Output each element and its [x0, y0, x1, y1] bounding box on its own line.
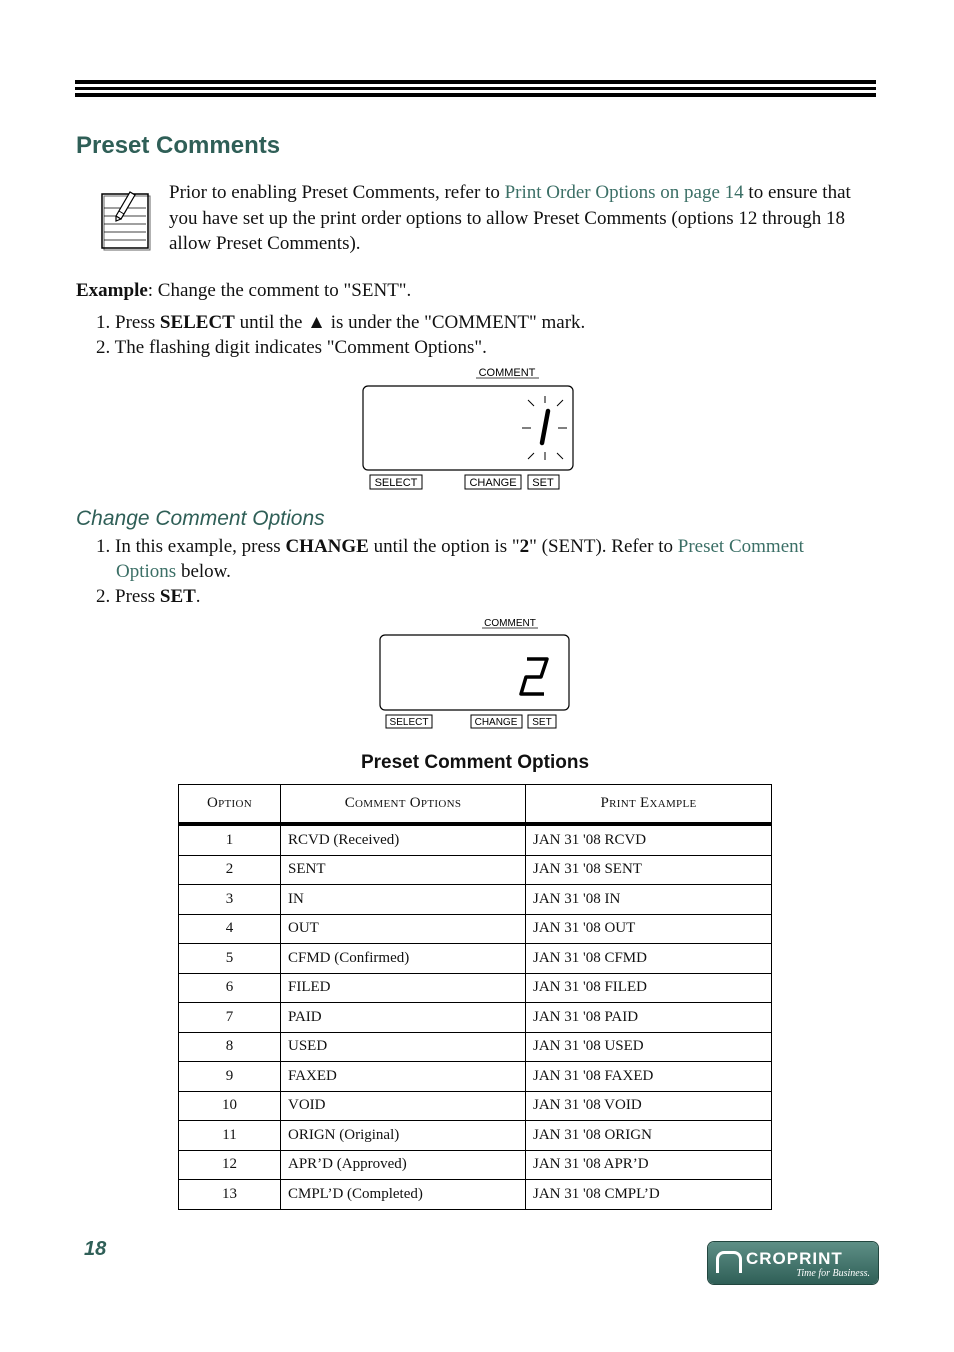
- option-cell: 13: [179, 1180, 281, 1210]
- comment-option-cell: PAID: [281, 1003, 526, 1033]
- section-title: Preset Comments: [76, 132, 281, 159]
- comment-option-cell: SENT: [281, 855, 526, 885]
- logo-wordmark: CROPRINT: [746, 1249, 843, 1268]
- example-line: [76, 278, 411, 303]
- option-cell: 7: [179, 1003, 281, 1033]
- step-1-select: [96, 310, 585, 335]
- print-example-cell: JAN 31 '08 USED: [526, 1032, 772, 1062]
- comment-option-cell: RCVD (Received): [281, 824, 526, 855]
- change-label: CHANGE: [469, 477, 517, 489]
- comment-option-cell: CMPL’D (Completed): [281, 1180, 526, 1210]
- print-example-cell: JAN 31 '08 IN: [526, 885, 772, 915]
- table-row: [179, 1091, 772, 1121]
- comment-option-cell: IN: [281, 885, 526, 915]
- note-text-before: Prior to enabling Preset Comments, refer to: [169, 182, 505, 203]
- step-bold: SET: [159, 586, 196, 607]
- option-cell: 9: [179, 1062, 281, 1092]
- comment-option-cell: ORIGN (Original): [281, 1121, 526, 1151]
- header-print-example: Print Example: [526, 785, 772, 825]
- triangle-up-icon: ▲: [307, 312, 326, 333]
- print-example-cell: JAN 31 '08 FILED: [526, 973, 772, 1003]
- step-1-change-cont: [116, 559, 231, 584]
- step-1-change: [96, 534, 866, 559]
- print-example-cell: JAN 31 '08 CMPL’D: [526, 1180, 772, 1210]
- table-title: Preset Comment Options: [360, 752, 590, 773]
- step-text: " (SENT). Refer to: [529, 536, 678, 557]
- table-row: [179, 1121, 772, 1151]
- table-row: [179, 914, 772, 944]
- acroprint-logo-icon: [716, 1251, 742, 1273]
- lcd-display-1: [362, 363, 576, 493]
- table-row: [179, 973, 772, 1003]
- page-number: 18: [84, 1238, 107, 1260]
- print-example-cell: JAN 31 '08 RCVD: [526, 824, 772, 855]
- subsection-title: Change Comment Options: [76, 507, 325, 530]
- table-row: [179, 944, 772, 974]
- option-cell: 8: [179, 1032, 281, 1062]
- comment-option-cell: VOID: [281, 1091, 526, 1121]
- table-row: [179, 885, 772, 915]
- step-text: below.: [176, 561, 231, 582]
- table-row: [179, 1032, 772, 1062]
- print-example-cell: JAN 31 '08 SENT: [526, 855, 772, 885]
- select-label: SELECT: [374, 477, 418, 489]
- step-bold: 2: [519, 536, 530, 557]
- print-example-cell: JAN 31 '08 OUT: [526, 914, 772, 944]
- print-example-cell: JAN 31 '08 APR’D: [526, 1150, 772, 1180]
- example-label: Example: [76, 280, 148, 301]
- print-example-cell: JAN 31 '08 FAXED: [526, 1062, 772, 1092]
- step-text: .: [195, 586, 201, 607]
- table-row: [179, 824, 772, 855]
- step-text: is under the "COMMENT" mark.: [325, 312, 586, 333]
- comment-option-cell: FAXED: [281, 1062, 526, 1092]
- set-label: SET: [532, 477, 554, 489]
- preset-comment-options-link[interactable]: Preset Comment: [677, 536, 804, 557]
- option-cell: 10: [179, 1091, 281, 1121]
- table-row: [179, 1003, 772, 1033]
- lcd-display-2: [379, 613, 573, 733]
- note-text: [169, 180, 869, 257]
- acroprint-logo: [708, 1242, 878, 1284]
- table-row: [179, 855, 772, 885]
- select-label: SELECT: [389, 717, 429, 728]
- change-label: CHANGE: [474, 717, 518, 728]
- header-rule-2: [75, 87, 876, 90]
- comment-option-cell: USED: [281, 1032, 526, 1062]
- option-cell: 2: [179, 855, 281, 885]
- step-bold: CHANGE: [285, 536, 369, 557]
- table-row: [179, 1180, 772, 1210]
- preset-comment-options-table: [178, 784, 772, 1210]
- option-cell: 3: [179, 885, 281, 915]
- step-text: until the: [234, 312, 308, 333]
- comment-option-cell: FILED: [281, 973, 526, 1003]
- header-rule-3: [75, 93, 876, 97]
- option-cell: 11: [179, 1121, 281, 1151]
- lcd-screen: [380, 635, 569, 710]
- note-icon: [98, 186, 152, 252]
- print-example-cell: JAN 31 '08 VOID: [526, 1091, 772, 1121]
- step-bold: SELECT: [159, 312, 235, 333]
- comment-label: COMMENT: [484, 618, 536, 629]
- step-text: 1. Press: [96, 312, 160, 333]
- print-example-cell: JAN 31 '08 PAID: [526, 1003, 772, 1033]
- step-text: 1. In this example, press: [96, 536, 286, 557]
- table-header-row: [179, 785, 772, 825]
- step-text: until the option is ": [368, 536, 520, 557]
- logo-tagline: Time for Business.: [796, 1268, 870, 1279]
- header-option: Option: [179, 785, 281, 825]
- step-2-flashing: 2. The flashing digit indicates "Comment Options".: [96, 337, 487, 358]
- comment-option-cell: APR’D (Approved): [281, 1150, 526, 1180]
- set-label: SET: [532, 717, 552, 728]
- table-row: [179, 1062, 772, 1092]
- note-text-after: to ensure that you have set up the print order options to allow Preset Comments (options 12 through 18 allow Preset Comments).: [169, 182, 851, 254]
- option-cell: 4: [179, 914, 281, 944]
- step-text: 2. Press: [96, 586, 160, 607]
- print-order-options-link[interactable]: Print Order Options on page 14: [504, 182, 744, 203]
- print-example-cell: JAN 31 '08 ORIGN: [526, 1121, 772, 1151]
- header-rule-1: [75, 80, 876, 84]
- lcd-screen: [363, 386, 573, 470]
- comment-label: COMMENT: [478, 367, 536, 379]
- preset-comment-options-link-cont[interactable]: Options: [116, 561, 177, 582]
- comment-option-cell: CFMD (Confirmed): [281, 944, 526, 974]
- print-example-cell: JAN 31 '08 CFMD: [526, 944, 772, 974]
- comment-option-cell: OUT: [281, 914, 526, 944]
- option-cell: 6: [179, 973, 281, 1003]
- table-row: [179, 1150, 772, 1180]
- example-text: : Change the comment to "SENT".: [147, 280, 412, 301]
- step-2-set: [96, 584, 201, 609]
- header-comment-options: Comment Options: [281, 785, 526, 825]
- option-cell: 12: [179, 1150, 281, 1180]
- option-cell: 5: [179, 944, 281, 974]
- option-cell: 1: [179, 824, 281, 855]
